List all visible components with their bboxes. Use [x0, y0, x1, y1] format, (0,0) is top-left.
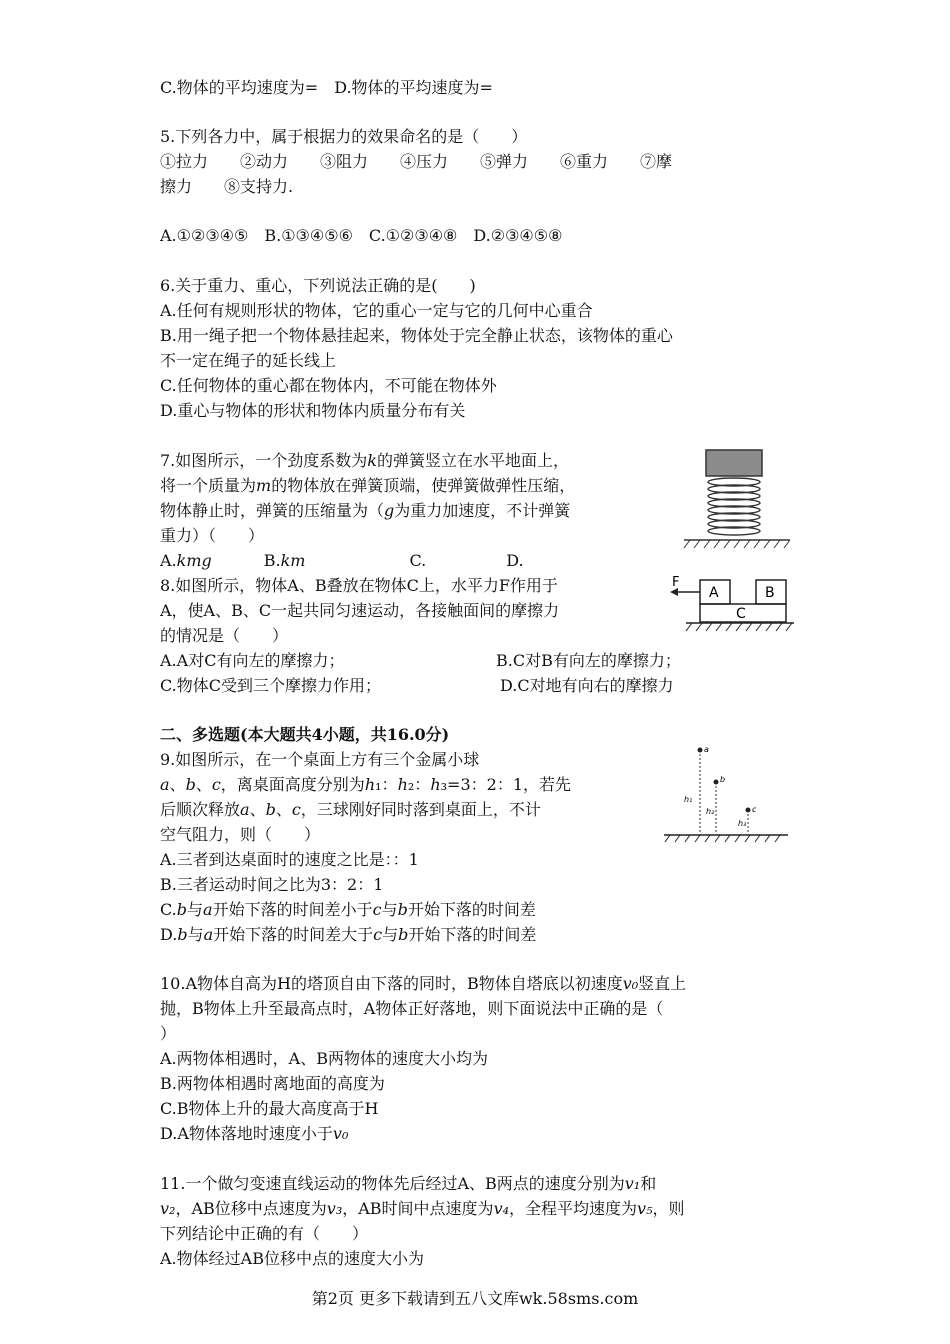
q11-stem-line2: v₂，AB位移中点速度为v₃，AB时间中点速度为v₄，全程平均速度为v₅，则 [160, 1199, 685, 1218]
q8-stem-line1: 8.如图所示，物体A、B叠放在物体C上，水平力F作用于 [160, 576, 558, 595]
q11-stem-line3: 下列结论中正确的有（ ） [160, 1224, 369, 1243]
q10-stem-line1: 10.A物体自高为H的塔顶自由下落的同时，B物体自塔底以初速度v₀竖直上 [160, 974, 687, 993]
fig-label-h1: h₁ [684, 795, 693, 804]
q9-stem-line2: a、b、c，离桌面高度分别为h₁：h₂：h₃=3：2：1，若先 [160, 775, 571, 794]
fig-label-c: C [736, 606, 746, 622]
q9-option-a: A.三者到达桌面时的速度之比是：：1 [160, 850, 419, 869]
q8-option-a: A.A对C有向左的摩擦力； [160, 651, 345, 670]
q9-stem-line1: 9.如图所示，在一个桌面上方有三个金属小球 [160, 750, 480, 769]
fig-label-a: a [704, 745, 709, 754]
q10-option-a: A.两物体相遇时，A、B两物体的速度大小均为 [160, 1049, 488, 1068]
fig-label-b: b [720, 775, 726, 784]
q8-option-b: B.C对B有向左的摩擦力； [496, 651, 681, 670]
q6-option-a: A.任何有规则形状的物体，它的重心一定与它的几何中心重合 [160, 301, 593, 320]
q7-stem-line4: 重力）（ ） [160, 526, 265, 545]
q9-stem-line4: 空气阻力，则（ ） [160, 825, 321, 844]
q11-stem-line1: 11.一个做匀变速直线运动的物体先后经过A、B两点的速度分别为v₁和 [160, 1174, 657, 1193]
fig-label-f: F [672, 575, 680, 590]
q6-option-b-line2: 不一定在绳子的延长线上 [160, 351, 337, 370]
q6-stem: 6.关于重力、重心，下列说法正确的是( ) [160, 276, 476, 295]
q7-stem-line2: 将一个质量为m的物体放在弹簧顶端，使弹簧做弹性压缩， [160, 476, 576, 495]
q11-option-a: A.物体经过AB位移中点的速度大小为 [160, 1249, 424, 1268]
q7-stem-line1: 7.如图所示，一个劲度系数为k的弹簧竖立在水平地面上， [160, 451, 569, 470]
q7-options: A.kmg B.km C. D. [160, 551, 524, 570]
fig-label-a: A [709, 585, 719, 601]
falling-balls-figure [660, 742, 792, 844]
spring-figure [680, 444, 792, 550]
q8-stem-line3: 的情况是（ ） [160, 626, 289, 645]
q8-option-d: D.C对地有向右的摩擦力 [500, 676, 674, 695]
q9-option-b: B.三者运动时间之比为3：2：1 [160, 875, 384, 894]
fig-label-c: c [752, 805, 757, 814]
q9-stem-line3: 后顺次释放a、b、c，三球刚好同时落到桌面上，不计 [160, 800, 541, 819]
q10-stem-line2: 抛，B物体上升至最高点时，A物体正好落地，则下面说法中正确的是（ [160, 999, 664, 1018]
q6-option-c: C.任何物体的重心都在物体内，不可能在物体外 [160, 376, 497, 395]
q10-stem-line3: ） [160, 1024, 177, 1043]
q5-items-line2: 擦力 ⑧支持力. [160, 177, 294, 196]
q4-options-cd: C.物体的平均速度为= D.物体的平均速度为= [160, 78, 493, 97]
q6-option-b-line1: B.用一绳子把一个物体悬挂起来，物体处于完全静止状态，该物体的重心 [160, 326, 673, 345]
q5-stem: 5.下列各力中，属于根据力的效果命名的是（ ） [160, 127, 528, 146]
q9-option-c: C.b与a开始下落的时间差小于c与b开始下落的时间差 [160, 900, 536, 919]
q5-options: A.①②③④⑤ B.①③④⑤⑥ C.①②③④⑧ D.②③④⑤⑧ [160, 226, 563, 245]
section-heading: 二、多选题(本大题共4小题，共16.0分) [160, 725, 450, 744]
q8-option-c: C.物体C受到三个摩擦力作用； [160, 676, 382, 695]
fig-label-h2: h₂ [706, 807, 715, 816]
q8-stem-line2: A，使A、B、C一起共同匀速运动，各接触面间的摩擦力 [160, 601, 560, 620]
q5-items-line1: ①拉力 ②动力 ③阻力 ④压力 ⑤弹力 ⑥重力 ⑦摩 [160, 152, 673, 171]
fig-label-b: B [765, 585, 775, 601]
q10-option-b: B.两物体相遇时离地面的高度为 [160, 1074, 385, 1093]
page-footer: 第2页 更多下载请到五八文库wk.58sms.com [311, 1289, 639, 1308]
q10-option-d: D.A物体落地时速度小于v₀ [160, 1124, 349, 1143]
blocks-figure [664, 570, 800, 636]
fig-label-h3: h₃ [738, 819, 747, 828]
q7-stem-line3: 物体静止时，弹簧的压缩量为（g为重力加速度，不计弹簧 [160, 501, 571, 520]
q9-option-d: D.b与a开始下落的时间差大于c与b开始下落的时间差 [160, 925, 537, 944]
q6-option-d: D.重心与物体的形状和物体内质量分布有关 [160, 401, 466, 420]
q10-option-c: C.B物体上升的最大高度高于H [160, 1099, 379, 1118]
